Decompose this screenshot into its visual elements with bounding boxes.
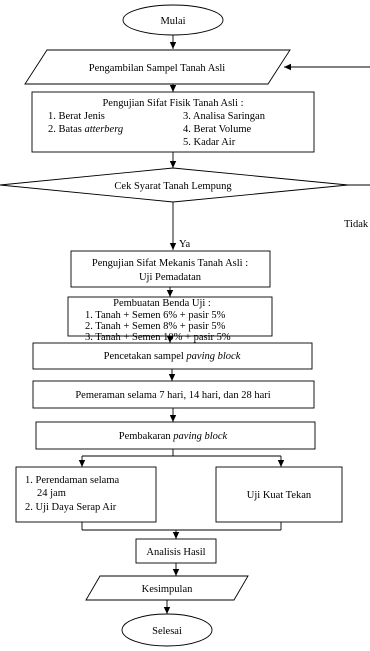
specimen-mix2: 2. Tanah + Semen 8% + pasir 5% bbox=[85, 321, 226, 332]
physical-test-item3: 3. Analisa Saringan bbox=[183, 111, 265, 122]
right-branch-label: Uji Kuat Tekan bbox=[246, 490, 312, 501]
printing-label-italic: paving block bbox=[186, 351, 241, 362]
specimen-title-text: Pembuatan Benda Uji : bbox=[113, 298, 211, 309]
conclusion-label: Kesimpulan bbox=[141, 584, 193, 595]
mechanical-test-line1: Pengujian Sifat Mekanis Tanah Asli : bbox=[91, 258, 249, 269]
physical-test-item2-prefix: 2. Batas bbox=[48, 124, 85, 135]
decision-label: Cek Syarat Tanah Lempung bbox=[114, 181, 232, 192]
burning-label bbox=[119, 431, 228, 442]
left-branch-line1: 1. Perendaman selama bbox=[25, 475, 120, 486]
yes-label: Ya bbox=[179, 239, 191, 250]
physical-test-title: Pengujian Sifat Fisik Tanah Asli : bbox=[102, 98, 244, 109]
curing-label: Pemeraman selama 7 hari, 14 hari, dan 28 hari bbox=[75, 390, 271, 401]
left-branch-line3: 2. Uji Daya Serap Air bbox=[25, 502, 117, 513]
physical-test-item1: 1. Berat Jenis bbox=[48, 111, 105, 122]
specimen-mix1: 1. Tanah + Semen 6% + pasir 5% bbox=[85, 310, 226, 321]
specimen-mix3: 3. Tanah + Semen 10% + pasir 5% bbox=[85, 332, 231, 343]
printing-label bbox=[104, 351, 241, 362]
analysis-label: Analisis Hasil bbox=[146, 547, 206, 558]
printing-label-prefix: Pencetakan sampel bbox=[103, 351, 187, 362]
physical-test-item2 bbox=[48, 124, 123, 135]
left-branch-line2: 24 jam bbox=[37, 488, 66, 499]
no-label: Tidak bbox=[344, 219, 369, 230]
burning-label-prefix: Pembakaran bbox=[118, 431, 174, 442]
end-label: Selesai bbox=[152, 626, 182, 637]
burning-label-italic: paving block bbox=[173, 431, 228, 442]
input-sample-label: Pengambilan Sampel Tanah Asli bbox=[88, 63, 226, 74]
physical-test-item5: 5. Kadar Air bbox=[183, 137, 236, 148]
start-label: Mulai bbox=[160, 16, 186, 27]
physical-test-item4: 4. Berat Volume bbox=[183, 124, 252, 135]
mechanical-test-line2: Uji Pemadatan bbox=[138, 272, 202, 283]
physical-test-item2-italic: atterberg bbox=[84, 124, 124, 135]
